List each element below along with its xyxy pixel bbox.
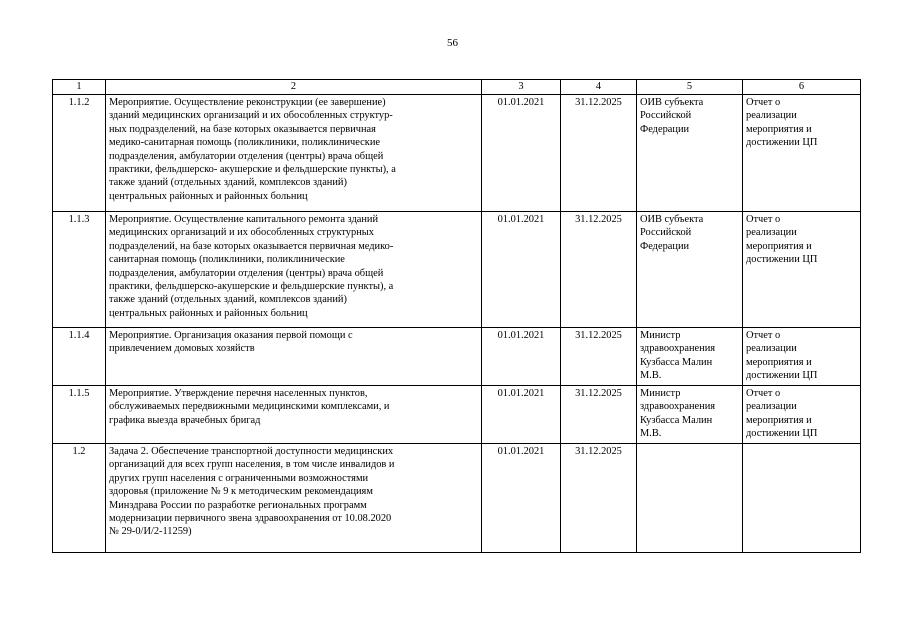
description-line: других групп населения с ограниченными возможностями (109, 472, 369, 484)
description-line: также зданий (отдельных зданий, комплексов зданий) (109, 294, 347, 306)
page-number: 56 (447, 37, 458, 49)
result-line: мероприятия и (746, 356, 812, 368)
result-line: Отчет о (746, 97, 781, 108)
start-date: 01.01.2021 (482, 386, 561, 444)
description-line: также зданий (отдельных зданий, комплексов зданий) (109, 177, 347, 189)
description-line: медицинских организаций и их обособленных структурных (109, 227, 374, 239)
result-line: достижении ЦП (746, 137, 818, 149)
column-header: 5 (637, 80, 743, 95)
result-line: достижении ЦП (746, 370, 818, 382)
description-line: Минздрава России по разработке региональных программ (109, 499, 367, 511)
responsible-line: Федерации (640, 240, 690, 252)
description-line: модернизации первичного звена здравоохранения от 10.08.2020 (109, 513, 392, 525)
description-line: графика выезда врачебных бригад (109, 414, 261, 426)
responsible-line: Министр (640, 388, 681, 399)
description-line: подразделения, амбулатории отделения (центры) врача общей (109, 267, 384, 279)
column-header: 3 (482, 80, 561, 95)
description-line: Мероприятие. Утверждение перечня населенных пунктов, (109, 388, 368, 399)
description-line: привлечением домовых хозяйств (109, 343, 255, 355)
row-number: 1.1.5 (53, 386, 106, 444)
row-number: 1.1.3 (53, 212, 106, 328)
result-line: достижении ЦП (746, 254, 818, 266)
description-line: подразделения, амбулатории отделения (центры) врача общей (109, 150, 384, 162)
description-line: подразделений, на базе которых оказывается первичная медико- (109, 240, 394, 252)
row-description (106, 386, 482, 444)
table-header-row (53, 80, 861, 95)
description-line: практики, фельдшерско- акушерские и фельдшерские пункты), а (109, 164, 396, 176)
row-number: 1.1.4 (53, 328, 106, 386)
description-line: обслуживаемых передвижными медицинскими комплексами, и (109, 401, 390, 413)
row-number: 1.1.2 (53, 95, 106, 212)
description-line: Мероприятие. Организация оказания первой помощи с (109, 330, 353, 341)
responsible-line: Кузбасса Малин (640, 414, 713, 426)
result-line: реализации (746, 227, 797, 239)
responsible-party (637, 328, 743, 386)
column-header: 1 (53, 80, 106, 95)
start-date: 01.01.2021 (482, 95, 561, 212)
start-date: 01.01.2021 (482, 444, 561, 553)
description-line: здоровья (приложение № 9 к методическим рекомендациям (109, 486, 373, 498)
result-line: реализации (746, 343, 797, 355)
description-line: практики, фельдшерско-акушерские и фельдшерские пункты), а (109, 281, 394, 293)
responsible-line: ОИВ субъекта (640, 97, 704, 108)
column-header: 2 (106, 80, 482, 95)
result-line: мероприятия и (746, 240, 812, 252)
end-date: 31.12.2025 (561, 444, 637, 553)
column-header: 4 (561, 80, 637, 95)
table-row (53, 328, 861, 386)
table-row (53, 95, 861, 212)
end-date: 31.12.2025 (561, 95, 637, 212)
description-line: центральных районных и районных больниц (109, 190, 308, 202)
responsible-party (637, 95, 743, 212)
result-line: мероприятия и (746, 123, 812, 135)
table-row (53, 386, 861, 444)
result-document (743, 444, 861, 553)
result-document (743, 212, 861, 328)
responsible-party (637, 444, 743, 553)
row-description (106, 95, 482, 212)
end-date: 31.12.2025 (561, 386, 637, 444)
description-line: Задача 2. Обеспечение транспортной доступности медицинских (109, 446, 394, 457)
responsible-line: Российской (640, 227, 692, 239)
end-date: 31.12.2025 (561, 212, 637, 328)
description-line: зданий медицинских организаций и их обособленных структур- (109, 110, 393, 122)
column-header: 6 (743, 80, 861, 95)
result-line: достижении ЦП (746, 428, 818, 440)
end-date: 31.12.2025 (561, 328, 637, 386)
responsible-line: Российской (640, 110, 692, 122)
table-row (53, 212, 861, 328)
responsible-party (637, 386, 743, 444)
responsible-line: Министр (640, 330, 681, 341)
description-line: медико-санитарная помощь (поликлиники, поликлинические (109, 137, 380, 149)
description-line: Мероприятие. Осуществление капитального ремонта зданий (109, 214, 379, 225)
responsible-line: Федерации (640, 123, 690, 135)
row-description (106, 212, 482, 328)
description-line: № 29-0/И/2-11259) (109, 526, 192, 538)
responsible-line: здравоохранения (640, 343, 716, 355)
description-line: ных подразделений, на базе которых оказывается первичная (109, 123, 376, 135)
result-line: Отчет о (746, 388, 781, 399)
result-line: Отчет о (746, 330, 781, 341)
result-document (743, 328, 861, 386)
result-line: мероприятия и (746, 414, 812, 426)
responsible-line: М.В. (640, 370, 662, 382)
table-row (53, 444, 861, 553)
result-line: реализации (746, 401, 797, 413)
description-line: Мероприятие. Осуществление реконструкции (ее завершение) (109, 97, 386, 108)
row-number: 1.2 (53, 444, 106, 553)
description-line: центральных районных и районных больниц (109, 307, 308, 319)
row-description (106, 328, 482, 386)
responsible-line: здравоохранения (640, 401, 716, 413)
result-document (743, 95, 861, 212)
start-date: 01.01.2021 (482, 328, 561, 386)
responsible-line: Кузбасса Малин (640, 356, 713, 368)
responsible-line: М.В. (640, 428, 662, 440)
result-line: Отчет о (746, 214, 781, 225)
activities-table (52, 79, 861, 553)
result-line: реализации (746, 110, 797, 122)
responsible-line: ОИВ субъекта (640, 214, 704, 225)
result-document (743, 386, 861, 444)
start-date: 01.01.2021 (482, 212, 561, 328)
row-description (106, 444, 482, 553)
responsible-party (637, 212, 743, 328)
description-line: санитарная помощь (поликлиники, поликлинические (109, 254, 345, 266)
description-line: организаций для всех групп населения, в том числе инвалидов и (109, 459, 395, 471)
